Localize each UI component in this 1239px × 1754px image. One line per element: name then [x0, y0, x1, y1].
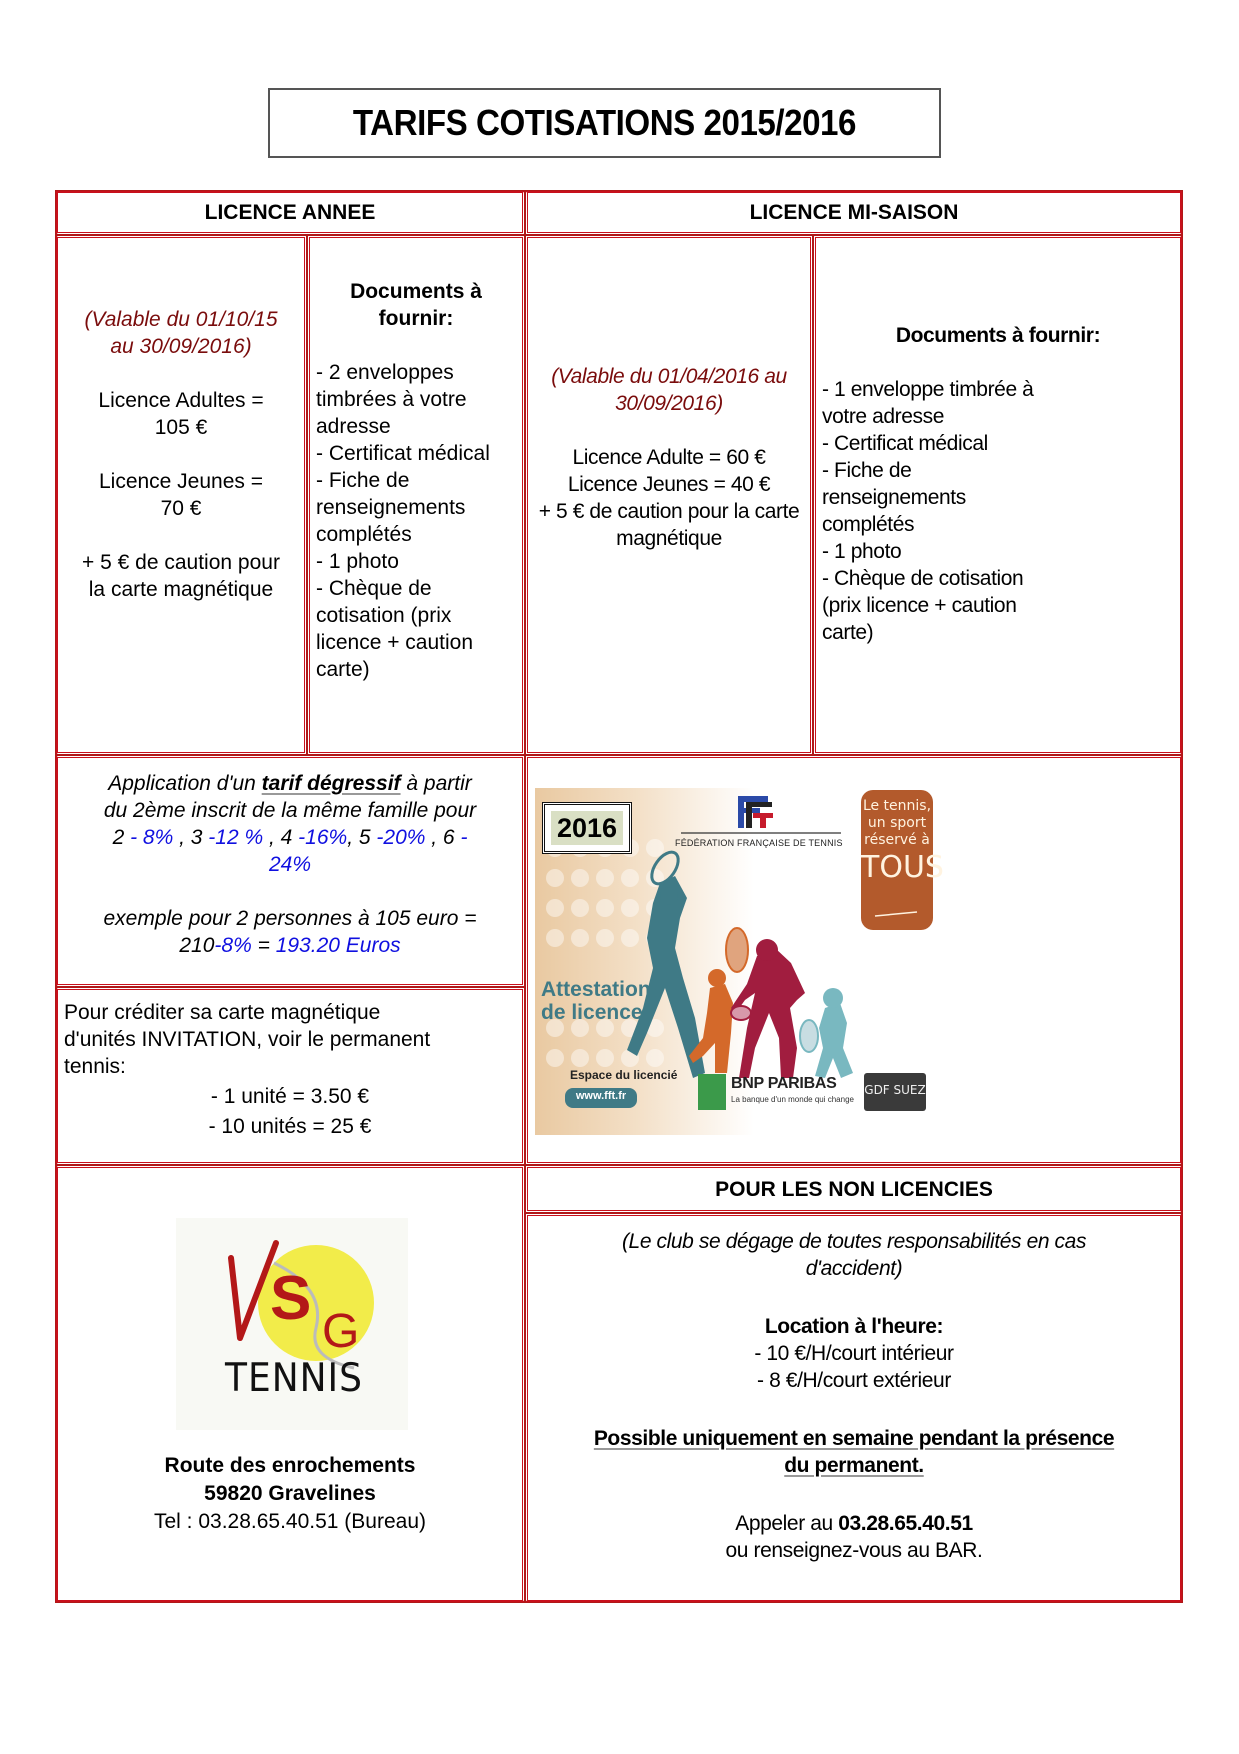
document-item: carte): [316, 658, 370, 681]
document-item: (prix licence + caution: [822, 594, 1017, 617]
vsg-s-letter: S: [270, 1264, 312, 1333]
documents-title: fournir:: [378, 307, 454, 330]
attestation-line: de licence: [541, 1001, 643, 1024]
document-item: votre adresse: [822, 405, 945, 428]
slogan-line: TOUS: [861, 850, 944, 885]
interior-court-price: - 10 €/H/court intérieur: [754, 1342, 954, 1365]
validity-text: 30/09/2016): [615, 392, 723, 415]
degressive-highlight: tarif dégressif: [261, 772, 401, 795]
licence-annee-title: LICENCE ANNEE: [204, 201, 376, 224]
caution-text: magnétique: [616, 527, 722, 550]
disclaimer-text: d'accident): [805, 1257, 903, 1280]
document-item: licence + caution: [316, 631, 474, 654]
document-item: renseignements: [316, 496, 466, 519]
document-item: complétés: [822, 513, 915, 536]
degressive-text: Application d'un: [108, 772, 262, 795]
discount-percent: 24%: [268, 853, 312, 876]
credit-text: tennis:: [64, 1055, 126, 1078]
youth-price: Licence Jeunes = 40 €: [567, 473, 771, 496]
federation-name: FÉDÉRATION FRANÇAISE DE TENNIS: [675, 838, 843, 848]
call-text: Appeler au: [735, 1512, 839, 1535]
document-item: - Fiche de: [316, 469, 410, 492]
validity-text: (Valable du 01/10/15: [84, 308, 278, 331]
club-phone: Tel : 03.28.65.40.51 (Bureau): [153, 1510, 426, 1533]
licence-attestation-banner: [535, 788, 944, 1135]
licence-mi-saison-header: [525, 190, 1183, 235]
address-street: Route des enrochements: [164, 1454, 416, 1477]
document-item: - Certificat médical: [316, 442, 490, 465]
location-title: Location à l'heure:: [764, 1315, 944, 1338]
adult-price: Licence Adulte = 60 €: [572, 446, 766, 469]
degressive-text: à partir: [400, 772, 472, 795]
vsg-g-letter: G: [322, 1305, 360, 1358]
website-link[interactable]: www.fft.fr: [575, 1090, 627, 1102]
example-percent: -8%: [214, 934, 252, 957]
availability-notice: Possible uniquement en semaine pendant la présence: [593, 1427, 1115, 1450]
document-item: - 2 enveloppes: [316, 361, 454, 384]
documents-list: [822, 376, 1174, 646]
credit-text: Pour créditer sa carte magnétique: [64, 1001, 381, 1024]
degressive-rate-cell: [55, 755, 525, 987]
ten-units-price: - 10 unités = 25 €: [208, 1115, 372, 1138]
validity-text: au 30/09/2016): [110, 335, 252, 358]
caution-text: + 5 € de caution pour la carte: [538, 500, 800, 523]
vsg-tennis-logo: [176, 1218, 408, 1430]
club-address: [55, 1452, 525, 1536]
example-result: 193.20 Euros: [275, 934, 401, 957]
caution-text: + 5 € de caution pour: [82, 551, 280, 574]
address-city: 59820 Gravelines: [204, 1482, 376, 1505]
adult-price-label: Licence Adultes =: [98, 389, 264, 412]
documents-title: Documents à: [350, 280, 482, 303]
discount-percent: - 8%: [124, 826, 174, 849]
licence-mi-saison-prices: [525, 235, 813, 755]
family-count: , 4: [263, 826, 293, 849]
document-item: - Chèque de: [316, 577, 432, 600]
adult-price-value: 105 €: [154, 416, 208, 439]
discount-percent: -16%: [292, 826, 348, 849]
validity-text: (Valable du 01/04/2016 au: [551, 365, 787, 388]
document-item: - 1 photo: [822, 540, 902, 563]
discount-percent: -12 %: [202, 826, 264, 849]
youth-price-label: Licence Jeunes =: [98, 470, 264, 493]
availability-notice: du permanent.: [784, 1454, 924, 1477]
discount-percent: -: [454, 826, 468, 849]
non-licencies-title: POUR LES NON LICENCIES: [715, 1177, 993, 1201]
unit-price: - 1 unité = 3.50 €: [210, 1085, 370, 1108]
non-licencies-body: [525, 1213, 1183, 1603]
youth-price-value: 70 €: [160, 497, 202, 520]
example-equals: =: [251, 934, 276, 957]
document-item: cotisation (prix: [316, 604, 452, 627]
slogan-line: Le tennis,: [862, 798, 932, 814]
non-licencies-header: [525, 1165, 1183, 1213]
bar-text: ou renseignez-vous au BAR.: [725, 1539, 983, 1562]
disclaimer-text: (Le club se dégage de toutes responsabilités en cas: [621, 1230, 1087, 1253]
player-silhouettes: [627, 848, 853, 1078]
slogan-text: [861, 798, 944, 887]
credit-card-cell: [55, 987, 525, 1165]
exterior-court-price: - 8 €/H/court extérieur: [757, 1369, 951, 1392]
licence-annee-prices: [55, 235, 307, 755]
documents-title: Documents à fournir:: [895, 324, 1101, 347]
document-item: - Chèque de cotisation: [822, 567, 1024, 590]
page-title-box: [268, 88, 941, 158]
family-count: , 5: [347, 826, 371, 849]
licence-annee-documents: [307, 235, 525, 755]
family-count: , 6: [425, 826, 455, 849]
tennis-logo-text: TENNIS: [224, 1355, 364, 1402]
document-item: adresse: [316, 415, 391, 438]
discount-percent: -20%: [370, 826, 426, 849]
page-title: TARIFS COTISATIONS 2015/2016: [352, 102, 857, 143]
year-badge: [542, 802, 632, 854]
document-item: - 1 enveloppe timbrée à: [822, 378, 1034, 401]
fft-logo: [681, 796, 841, 833]
document-item: timbrées à votre: [316, 388, 467, 411]
bnp-paribas-logo: [698, 1074, 726, 1110]
caution-text: la carte magnétique: [88, 578, 274, 601]
slogan-line: un sport: [867, 815, 927, 831]
document-item: - 1 photo: [316, 550, 399, 573]
example-base: 210: [179, 934, 215, 957]
degressive-text: du 2ème inscrit de la même famille pour: [103, 799, 477, 822]
attestation-line: Attestation: [541, 978, 651, 1001]
call-phone-number[interactable]: 03.28.65.40.51: [838, 1512, 973, 1535]
slogan-line: réservé à: [864, 832, 930, 848]
espace-licencie: Espace du licencié: [570, 1068, 678, 1082]
document-item: - Fiche de: [822, 459, 912, 482]
document-item: complétés: [316, 523, 412, 546]
licence-mi-saison-title: LICENCE MI-SAISON: [749, 201, 959, 224]
example-text: exemple pour 2 personnes à 105 euro =: [103, 907, 477, 930]
document-item: - Certificat médical: [822, 432, 988, 455]
family-count: , 3: [173, 826, 203, 849]
licence-annee-header: [55, 190, 525, 235]
documents-list: [316, 359, 516, 683]
document-item: carte): [822, 621, 874, 644]
family-count: 2: [112, 826, 125, 849]
bnp-paribas-name: BNP PARIBAS: [731, 1075, 837, 1092]
year-text: 2016: [551, 811, 623, 845]
document-item: renseignements: [822, 486, 966, 509]
gdf-suez-text: GDF SUEZ: [864, 1083, 926, 1097]
bnp-paribas-tagline: La banque d'un monde qui change: [731, 1095, 854, 1104]
licence-mi-saison-documents: [813, 235, 1183, 755]
attestation-title: [541, 978, 651, 1024]
credit-text: d'unités INVITATION, voir le permanent: [64, 1028, 431, 1051]
